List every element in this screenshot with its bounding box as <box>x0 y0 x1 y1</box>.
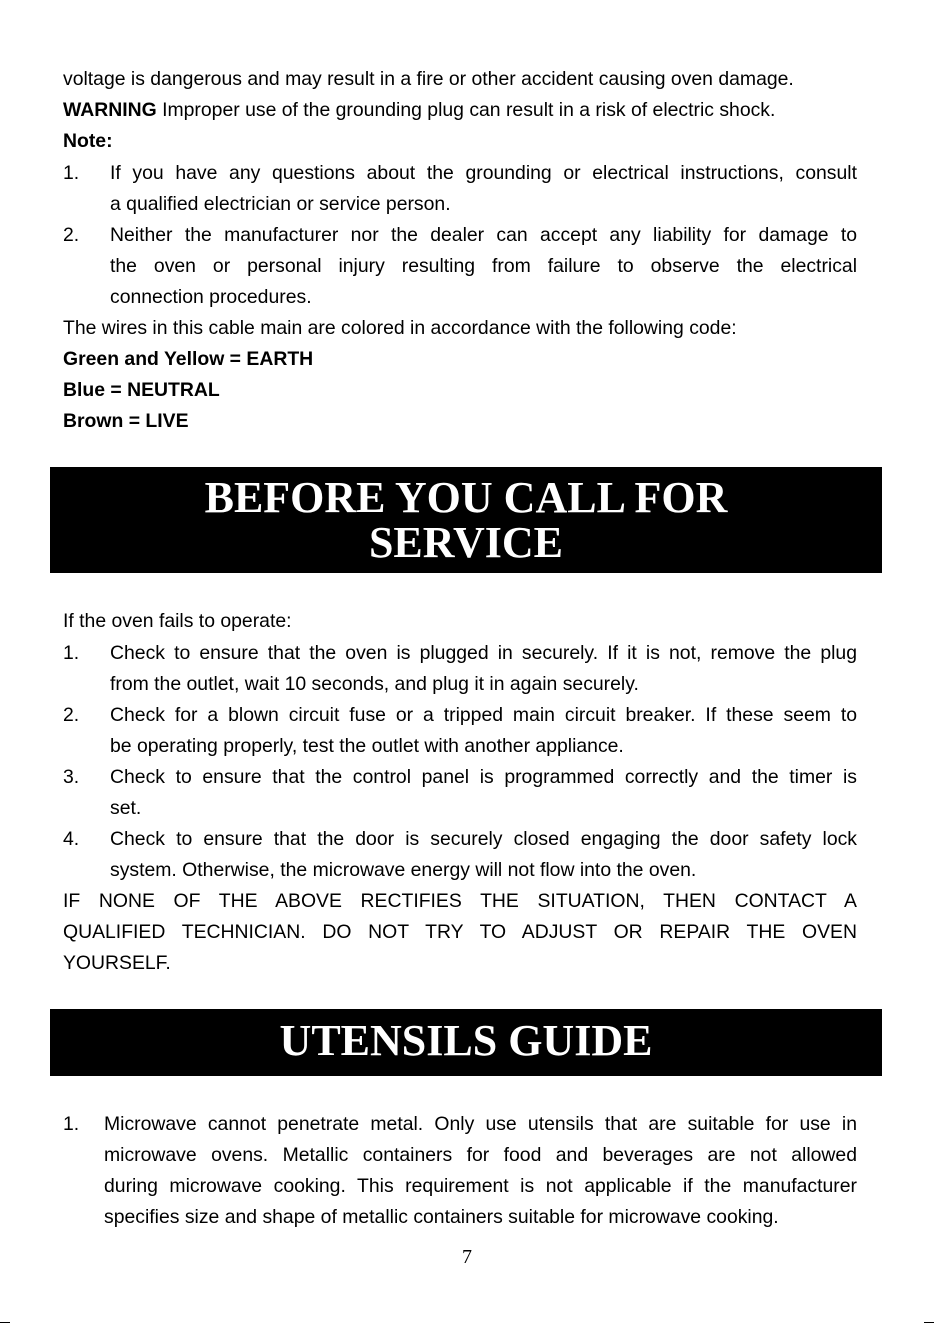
utensils-heading-text: UTENSILS GUIDE <box>279 1016 653 1065</box>
note-item <box>110 158 857 220</box>
wire-code-neutral: Blue = NEUTRAL <box>63 379 220 401</box>
note-number: 1. <box>63 162 80 184</box>
service-item <box>110 638 857 700</box>
service-heading <box>50 467 882 573</box>
service-intro: If the oven fails to operate: <box>63 610 292 632</box>
service-item-line: Check to ensure that the oven is plugged in securely. If it is not, remove the plug <box>110 642 857 664</box>
service-item-number: 4. <box>63 828 80 850</box>
service-heading-line2: SERVICE <box>368 518 564 567</box>
page-number: 7 <box>462 1246 472 1268</box>
utensils-item-number: 1. <box>63 1113 80 1135</box>
utensils-item-line: during microwave cooking. This requirement is not applicable if the manufacturer <box>104 1175 857 1197</box>
note-line: the oven or personal injury resulting from failure to observe the electrical <box>110 255 857 277</box>
note-label: Note: <box>63 130 113 152</box>
grounding-voltage-line: voltage is dangerous and may result in a fire or other accident causing oven damage. <box>63 68 794 90</box>
service-item-number: 1. <box>63 642 80 664</box>
wire-code-earth: Green and Yellow = EARTH <box>63 348 314 370</box>
service-item-line: system. Otherwise, the microwave energy will not flow into the oven. <box>110 859 697 881</box>
service-item-line: be operating properly, test the outlet with another appliance. <box>110 735 624 757</box>
utensils-item-line: Microwave cannot penetrate metal. Only use utensils that are suitable for use in <box>104 1113 857 1135</box>
service-warning-line: IF NONE OF THE ABOVE RECTIFIES THE SITUATION, THEN CONTACT A <box>63 890 857 912</box>
utensils-item-line: specifies size and shape of metallic containers suitable for microwave cooking. <box>104 1206 779 1228</box>
utensils-item-line: microwave ovens. Metallic containers for food and beverages are not allowed <box>104 1144 857 1166</box>
warning-line <box>63 95 775 126</box>
utensils-item <box>104 1109 857 1233</box>
service-warning <box>63 886 857 979</box>
service-warning-line: QUALIFIED TECHNICIAN. DO NOT TRY TO ADJUST OR REPAIR THE OVEN <box>63 921 857 943</box>
service-item-line: Check to ensure that the control panel is programmed correctly and the timer is <box>110 766 857 788</box>
service-heading-line1: BEFORE YOU CALL FOR <box>204 473 728 522</box>
note-line: If you have any questions about the grounding or electrical instructions, consult <box>110 162 857 184</box>
service-item-line: Check to ensure that the door is securely closed engaging the door safety lock <box>110 828 857 850</box>
service-item-number: 2. <box>63 704 80 726</box>
service-item-line: Check for a blown circuit fuse or a tripped main circuit breaker. If these seem to <box>110 704 857 726</box>
note-line: a qualified electrician or service person. <box>110 193 451 215</box>
service-item-line: from the outlet, wait 10 seconds, and plug it in again securely. <box>110 673 639 695</box>
note-item <box>110 220 857 313</box>
note-line: connection procedures. <box>110 286 312 308</box>
service-item-line: set. <box>110 797 142 819</box>
warning-text: Improper use of the grounding plug can result in a risk of electric shock. <box>156 99 776 121</box>
wires-text: The wires in this cable main are colored in accordance with the following code: <box>63 317 737 339</box>
note-number: 2. <box>63 224 80 246</box>
utensils-heading <box>50 1009 882 1076</box>
service-item <box>110 824 857 886</box>
note-line: Neither the manufacturer nor the dealer can accept any liability for damage to <box>110 224 857 246</box>
service-item-number: 3. <box>63 766 80 788</box>
wire-code-live: Brown = LIVE <box>63 410 189 432</box>
service-item <box>110 700 857 762</box>
service-item <box>110 762 857 824</box>
service-warning-line: YOURSELF. <box>63 952 171 974</box>
warning-label: WARNING <box>63 99 157 121</box>
